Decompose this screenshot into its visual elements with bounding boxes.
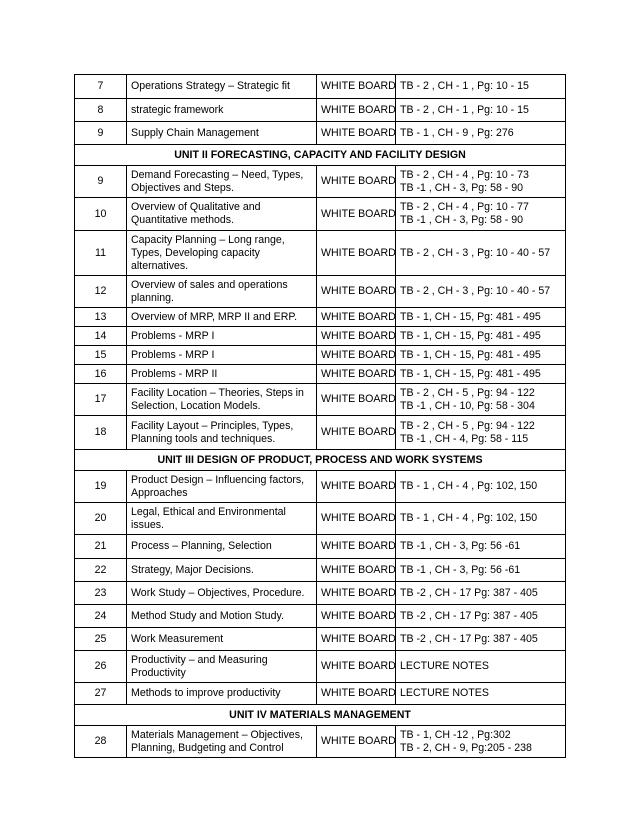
lecture-number: 19 bbox=[75, 471, 127, 503]
reference-line: TB -1 , CH - 4, Pg: 58 - 115 bbox=[400, 432, 529, 445]
reference-line: TB - 2 , CH - 1 , Pg: 10 - 15 bbox=[400, 80, 529, 92]
teaching-method: WHITE BOARD bbox=[317, 122, 396, 145]
reference-line: TB - 1, CH - 15, Pg: 481 - 495 bbox=[400, 310, 541, 323]
lecture-number: 9 bbox=[75, 166, 127, 198]
reference-line: TB -1 , CH - 3, Pg: 56 -61 bbox=[400, 563, 521, 576]
lecture-number: 25 bbox=[75, 628, 127, 651]
topic-line: Problems - MRP I bbox=[131, 329, 215, 342]
reference-line: TB - 2 , CH - 3 , Pg: 10 - 40 - 57 bbox=[400, 246, 551, 259]
topic-cell bbox=[127, 651, 317, 683]
lecture-number: 7 bbox=[75, 75, 127, 99]
topic-line: Objectives and Steps. bbox=[131, 181, 235, 194]
topic-line: Method Study and Motion Study. bbox=[131, 609, 284, 622]
unit-heading-row bbox=[75, 450, 566, 471]
lecture-number: 23 bbox=[75, 582, 127, 605]
reference-line: LECTURE NOTES bbox=[400, 687, 489, 699]
reference-line: TB - 1 , CH - 4 , Pg: 102, 150 bbox=[400, 512, 538, 524]
topic-cell bbox=[127, 582, 317, 605]
topic-line: Capacity Planning – Long range, bbox=[131, 233, 285, 246]
topic-cell bbox=[127, 628, 317, 651]
reference-line: TB - 2 , CH - 5 , Pg: 94 - 122 bbox=[400, 386, 535, 399]
reference-cell bbox=[396, 651, 566, 683]
table-row bbox=[75, 582, 566, 605]
reference-line: TB - 2 , CH - 4 , Pg: 10 - 77 bbox=[400, 201, 529, 213]
table-row bbox=[75, 535, 566, 559]
reference-cell bbox=[396, 198, 566, 231]
topic-cell bbox=[127, 75, 317, 99]
lesson-plan-body bbox=[75, 75, 566, 758]
teaching-method: WHITE BOARD bbox=[317, 582, 396, 605]
topic-cell bbox=[127, 416, 317, 450]
reference-cell bbox=[396, 628, 566, 651]
topic-line: Productivity bbox=[131, 666, 186, 679]
topic-cell bbox=[127, 99, 317, 122]
teaching-method: WHITE BOARD bbox=[317, 384, 396, 416]
lecture-number: 26 bbox=[75, 651, 127, 683]
topic-line: Quantitative methods. bbox=[131, 214, 235, 226]
lecture-number: 18 bbox=[75, 416, 127, 450]
table-row bbox=[75, 75, 566, 99]
reference-line: TB - 2 , CH - 3 , Pg: 10 - 40 - 57 bbox=[400, 285, 551, 297]
teaching-method: WHITE BOARD bbox=[317, 231, 396, 276]
reference-line: TB - 1, CH - 15, Pg: 481 - 495 bbox=[400, 329, 541, 342]
teaching-method: WHITE BOARD bbox=[317, 75, 396, 99]
topic-cell bbox=[127, 503, 317, 535]
topic-cell bbox=[127, 683, 317, 705]
lesson-plan-table bbox=[74, 74, 566, 758]
table-row bbox=[75, 276, 566, 308]
teaching-method: WHITE BOARD bbox=[317, 99, 396, 122]
topic-cell bbox=[127, 384, 317, 416]
teaching-method: WHITE BOARD bbox=[317, 683, 396, 705]
teaching-method: WHITE BOARD bbox=[317, 471, 396, 503]
lecture-number: 27 bbox=[75, 683, 127, 705]
reference-cell bbox=[396, 683, 566, 705]
unit-heading-row bbox=[75, 145, 566, 166]
topic-cell bbox=[127, 365, 317, 384]
reference-line: TB -1 , CH - 3, Pg: 56 -61 bbox=[400, 540, 521, 552]
table-row bbox=[75, 471, 566, 503]
teaching-method: WHITE BOARD bbox=[317, 416, 396, 450]
teaching-method: WHITE BOARD bbox=[317, 559, 396, 582]
lecture-number: 10 bbox=[75, 198, 127, 231]
lecture-number: 8 bbox=[75, 99, 127, 122]
reference-cell bbox=[396, 471, 566, 503]
reference-line: TB - 1 , CH - 4 , Pg: 102, 150 bbox=[400, 480, 538, 492]
topic-line: Facility Layout – Principles, Types, bbox=[131, 419, 294, 432]
table-row bbox=[75, 365, 566, 384]
lecture-number: 12 bbox=[75, 276, 127, 308]
reference-line: TB -1 , CH - 3, Pg: 58 - 90 bbox=[400, 214, 524, 226]
teaching-method: WHITE BOARD bbox=[317, 726, 396, 758]
topic-line: Materials Management – Objectives, bbox=[131, 728, 303, 741]
topic-line: Operations Strategy – Strategic fit bbox=[131, 80, 290, 92]
topic-cell bbox=[127, 535, 317, 559]
table-row bbox=[75, 198, 566, 231]
reference-cell bbox=[396, 75, 566, 99]
lecture-number: 13 bbox=[75, 308, 127, 327]
reference-line: TB -2 , CH - 17 Pg: 387 - 405 bbox=[400, 632, 538, 645]
unit-heading: UNIT IV MATERIALS MANAGEMENT bbox=[75, 705, 566, 726]
topic-line: Planning tools and techniques. bbox=[131, 432, 276, 445]
table-row bbox=[75, 503, 566, 535]
table-row bbox=[75, 416, 566, 450]
topic-line: Work Study – Objectives, Procedure. bbox=[131, 586, 305, 599]
teaching-method: WHITE BOARD bbox=[317, 308, 396, 327]
reference-cell bbox=[396, 605, 566, 628]
reference-line: TB - 1 , CH - 9 , Pg: 276 bbox=[400, 126, 514, 139]
reference-line: TB -2 , CH - 17 Pg: 387 - 405 bbox=[400, 609, 538, 622]
topic-line: Overview of MRP, MRP II and ERP. bbox=[131, 310, 298, 323]
topic-line: Selection, Location Models. bbox=[131, 399, 261, 412]
teaching-method: WHITE BOARD bbox=[317, 346, 396, 365]
reference-line: TB - 1, CH - 15, Pg: 481 - 495 bbox=[400, 367, 541, 380]
reference-cell bbox=[396, 99, 566, 122]
lecture-number: 16 bbox=[75, 365, 127, 384]
reference-line: TB - 2, CH - 9, Pg:205 - 238 bbox=[400, 741, 532, 754]
topic-cell bbox=[127, 605, 317, 628]
table-row bbox=[75, 122, 566, 145]
reference-cell bbox=[396, 365, 566, 384]
reference-line: LECTURE NOTES bbox=[400, 660, 489, 672]
topic-cell bbox=[127, 471, 317, 503]
table-row bbox=[75, 166, 566, 198]
topic-line: Supply Chain Management bbox=[131, 126, 259, 139]
lecture-number: 11 bbox=[75, 231, 127, 276]
reference-line: TB -1 , CH - 3, Pg: 58 - 90 bbox=[400, 181, 524, 194]
table-row bbox=[75, 231, 566, 276]
reference-cell bbox=[396, 122, 566, 145]
reference-cell bbox=[396, 416, 566, 450]
reference-line: TB - 1, CH - 15, Pg: 481 - 495 bbox=[400, 348, 541, 361]
reference-line: TB - 2 , CH - 1 , Pg: 10 - 15 bbox=[400, 103, 529, 116]
lecture-number: 24 bbox=[75, 605, 127, 628]
topic-line: Approaches bbox=[131, 486, 188, 499]
topic-cell bbox=[127, 231, 317, 276]
lecture-number: 17 bbox=[75, 384, 127, 416]
topic-line: alternatives. bbox=[131, 259, 189, 272]
lecture-number: 20 bbox=[75, 503, 127, 535]
topic-line: Planning, Budgeting and Control bbox=[131, 741, 284, 754]
teaching-method: WHITE BOARD bbox=[317, 198, 396, 231]
topic-line: strategic framework bbox=[131, 103, 224, 116]
unit-heading-row bbox=[75, 705, 566, 726]
table-row bbox=[75, 384, 566, 416]
reference-cell bbox=[396, 166, 566, 198]
teaching-method: WHITE BOARD bbox=[317, 503, 396, 535]
teaching-method: WHITE BOARD bbox=[317, 628, 396, 651]
table-row bbox=[75, 726, 566, 758]
table-row bbox=[75, 327, 566, 346]
topic-line: Demand Forecasting – Need, Types, bbox=[131, 168, 304, 181]
lecture-number: 15 bbox=[75, 346, 127, 365]
topic-line: Types, Developing capacity bbox=[131, 246, 260, 259]
topic-cell bbox=[127, 276, 317, 308]
reference-cell bbox=[396, 582, 566, 605]
topic-line: Methods to improve productivity bbox=[131, 687, 281, 699]
table-row bbox=[75, 99, 566, 122]
reference-cell bbox=[396, 559, 566, 582]
reference-cell bbox=[396, 231, 566, 276]
topic-line: Product Design – Influencing factors, bbox=[131, 473, 305, 486]
reference-cell bbox=[396, 276, 566, 308]
topic-line: Problems - MRP I bbox=[131, 348, 215, 361]
reference-cell bbox=[396, 726, 566, 758]
topic-line: Productivity – and Measuring bbox=[131, 653, 268, 666]
reference-line: TB - 2 , CH - 4 , Pg: 10 - 73 bbox=[400, 168, 529, 181]
reference-cell bbox=[396, 384, 566, 416]
reference-line: TB -1 , CH - 10, Pg: 58 - 304 bbox=[400, 399, 535, 412]
teaching-method: WHITE BOARD bbox=[317, 365, 396, 384]
topic-line: Facility Location – Theories, Steps in bbox=[131, 386, 304, 399]
topic-line: Overview of sales and operations bbox=[131, 278, 288, 291]
topic-cell bbox=[127, 122, 317, 145]
topic-cell bbox=[127, 198, 317, 231]
table-row bbox=[75, 559, 566, 582]
table-row bbox=[75, 605, 566, 628]
topic-cell bbox=[127, 559, 317, 582]
topic-line: Problems - MRP II bbox=[131, 367, 218, 380]
teaching-method: WHITE BOARD bbox=[317, 651, 396, 683]
topic-line: Overview of Qualitative and bbox=[131, 201, 261, 213]
teaching-method: WHITE BOARD bbox=[317, 276, 396, 308]
topic-line: Process – Planning, Selection bbox=[131, 540, 272, 552]
topic-line: planning. bbox=[131, 291, 175, 304]
topic-line: Work Measurement bbox=[131, 632, 224, 645]
topic-cell bbox=[127, 327, 317, 346]
topic-cell bbox=[127, 346, 317, 365]
reference-cell bbox=[396, 535, 566, 559]
topic-line: issues. bbox=[131, 518, 164, 531]
topic-cell bbox=[127, 726, 317, 758]
reference-cell bbox=[396, 346, 566, 365]
table-row bbox=[75, 346, 566, 365]
topic-cell bbox=[127, 166, 317, 198]
reference-line: TB -2 , CH - 17 Pg: 387 - 405 bbox=[400, 586, 538, 599]
lecture-number: 28 bbox=[75, 726, 127, 758]
table-row bbox=[75, 308, 566, 327]
unit-heading: UNIT II FORECASTING, CAPACITY AND FACILITY DESIGN bbox=[75, 145, 566, 166]
lecture-number: 14 bbox=[75, 327, 127, 346]
reference-line: TB - 1, CH -12 , Pg:302 bbox=[400, 728, 511, 741]
topic-line: Legal, Ethical and Environmental bbox=[131, 505, 286, 518]
lecture-number: 21 bbox=[75, 535, 127, 559]
table-row bbox=[75, 628, 566, 651]
table-row bbox=[75, 651, 566, 683]
reference-line: TB - 2 , CH - 5 , Pg: 94 - 122 bbox=[400, 419, 535, 432]
unit-heading: UNIT III DESIGN OF PRODUCT, PROCESS AND WORK SYSTEMS bbox=[75, 450, 566, 471]
topic-line: Strategy, Major Decisions. bbox=[131, 563, 254, 576]
teaching-method: WHITE BOARD bbox=[317, 327, 396, 346]
teaching-method: WHITE BOARD bbox=[317, 605, 396, 628]
lecture-number: 9 bbox=[75, 122, 127, 145]
reference-cell bbox=[396, 327, 566, 346]
reference-cell bbox=[396, 308, 566, 327]
topic-cell bbox=[127, 308, 317, 327]
teaching-method: WHITE BOARD bbox=[317, 535, 396, 559]
lecture-number: 22 bbox=[75, 559, 127, 582]
teaching-method: WHITE BOARD bbox=[317, 166, 396, 198]
reference-cell bbox=[396, 503, 566, 535]
table-row bbox=[75, 683, 566, 705]
